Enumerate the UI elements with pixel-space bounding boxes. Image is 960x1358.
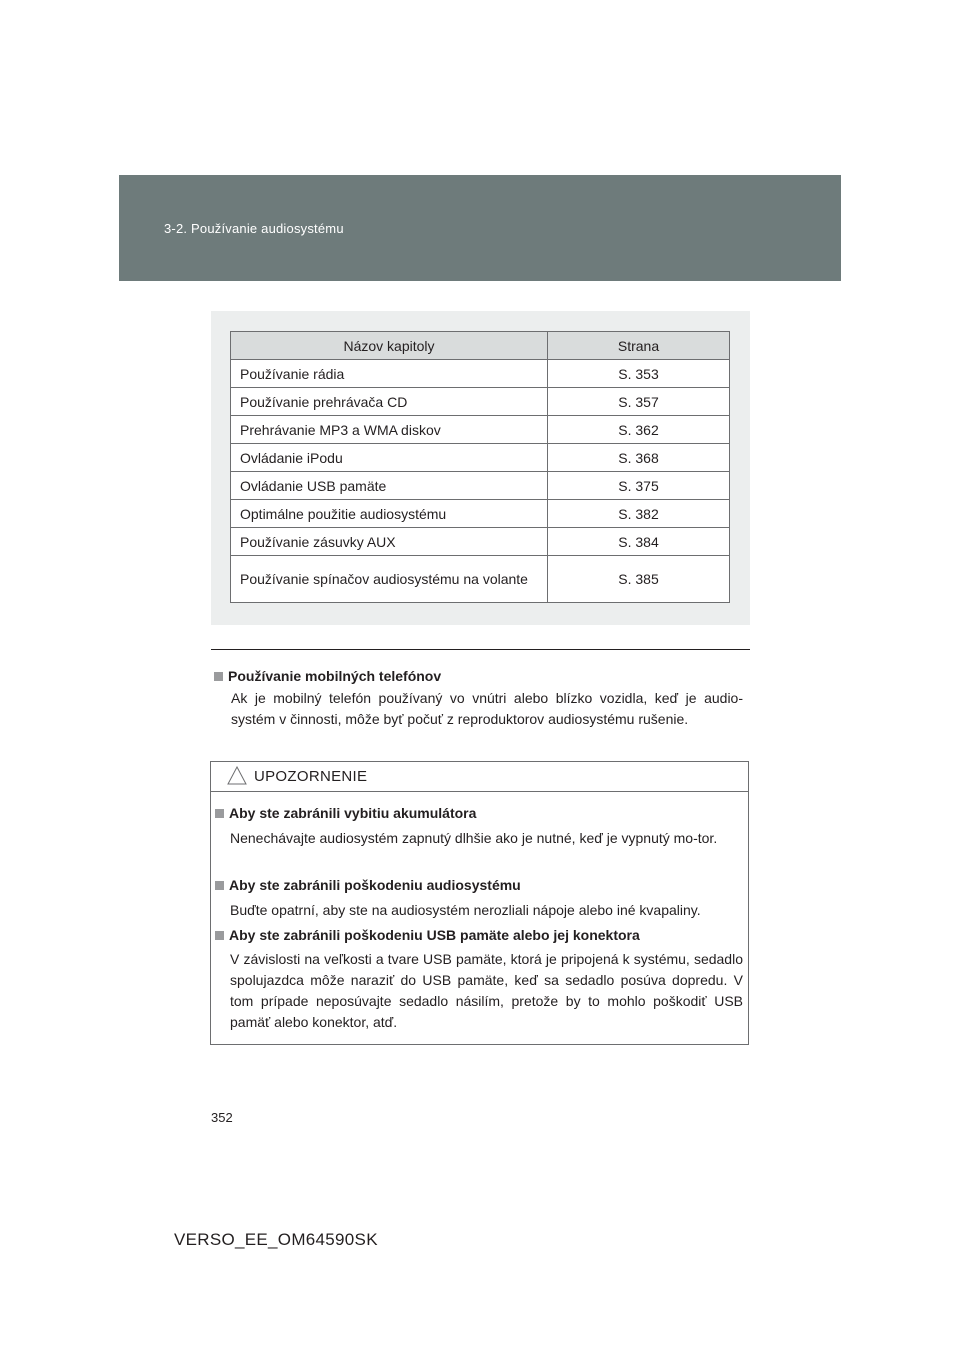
- warning-heading-audio-damage: [215, 877, 521, 893]
- chapter-page: S. 384: [548, 528, 730, 556]
- warning-label: UPOZORNENIE: [254, 768, 368, 785]
- mobile-phones-heading-text: Používanie mobilných telefónov: [228, 668, 442, 684]
- warning-text-battery: Nenechávajte audiosystém zapnutý dlhšie ako je nutné, keď je vypnutý mo-tor.: [230, 830, 718, 846]
- warning-heading-text: Aby ste zabránili poškodeniu USB pamäte alebo jej konektora: [229, 927, 640, 943]
- warning-heading-text: Aby ste zabránili vybitiu akumulátora: [229, 805, 477, 821]
- table-row: [231, 528, 730, 556]
- warning-heading-text: Aby ste zabránili poškodeniu audiosystému: [229, 877, 521, 893]
- chapter-title: Používanie prehrávača CD: [231, 388, 548, 416]
- table-row: [231, 472, 730, 500]
- chapter-title: Používanie zásuvky AUX: [231, 528, 548, 556]
- bullet-square-icon: [215, 931, 224, 940]
- page-number: 352: [211, 1110, 233, 1125]
- table-row: [231, 500, 730, 528]
- warning-heading-battery: [215, 805, 476, 821]
- bullet-square-icon: [215, 809, 224, 818]
- table-header-row: [231, 332, 730, 360]
- table-row: [231, 444, 730, 472]
- warning-text-audio-damage: Buďte opatrní, aby ste na audiosystém nerozliali nápoje alebo iné kvapaliny.: [230, 902, 701, 918]
- chapter-title: Prehrávanie MP3 a WMA diskov: [231, 416, 548, 444]
- warning-heading-usb-damage: [215, 927, 640, 943]
- bullet-square-icon: [214, 672, 223, 681]
- chapter-page: S. 357: [548, 388, 730, 416]
- section-title: 3-2. Používanie audiosystému: [164, 221, 344, 236]
- warning-text-usb-damage: V závislosti na veľkosti a tvare USB pamäte, ktorá je pripojená k systému, sedadlo spolujazdca môže naraziť do USB pamäte, keď sa sedadlo posúva dopredu. V tom prípade neposúvajte sedadlo násilím, pretože by to mohlo poškodiť USB pamäť alebo konektor, atď.: [230, 951, 743, 1030]
- table-row: [231, 360, 730, 388]
- column-header-page: Strana: [548, 332, 730, 360]
- warning-triangle-icon: [227, 766, 247, 790]
- bullet-square-icon: [215, 881, 224, 890]
- mobile-phones-text: Ak je mobilný telefón používaný vo vnútri alebo blízko vozidla, keď je audio-systém v činnosti, môže byť počuť z reproduktorov audiosystému rušenie.: [231, 690, 743, 727]
- chapter-page: S. 353: [548, 360, 730, 388]
- warning-header: [211, 762, 748, 792]
- chapter-page: S. 375: [548, 472, 730, 500]
- chapter-page: S. 382: [548, 500, 730, 528]
- chapter-title: Používanie rádia: [231, 360, 548, 388]
- chapter-page: S. 385: [548, 556, 730, 603]
- warning-box: [210, 761, 749, 1045]
- chapter-table: [230, 331, 730, 603]
- chapter-title: Optimálne použitie audiosystému: [231, 500, 548, 528]
- document-code: VERSO_EE_OM64590SK: [174, 1230, 378, 1249]
- table-row: [231, 416, 730, 444]
- chapter-page: S. 362: [548, 416, 730, 444]
- table-row: [231, 388, 730, 416]
- chapter-title: Ovládanie USB pamäte: [231, 472, 548, 500]
- section-divider: [211, 649, 750, 650]
- chapter-title: Ovládanie iPodu: [231, 444, 548, 472]
- chapter-page: S. 368: [548, 444, 730, 472]
- mobile-phones-heading: [214, 668, 441, 684]
- column-header-title: Názov kapitoly: [231, 332, 548, 360]
- table-row: [231, 556, 730, 603]
- chapter-title: Používanie spínačov audiosystému na volante: [231, 556, 548, 603]
